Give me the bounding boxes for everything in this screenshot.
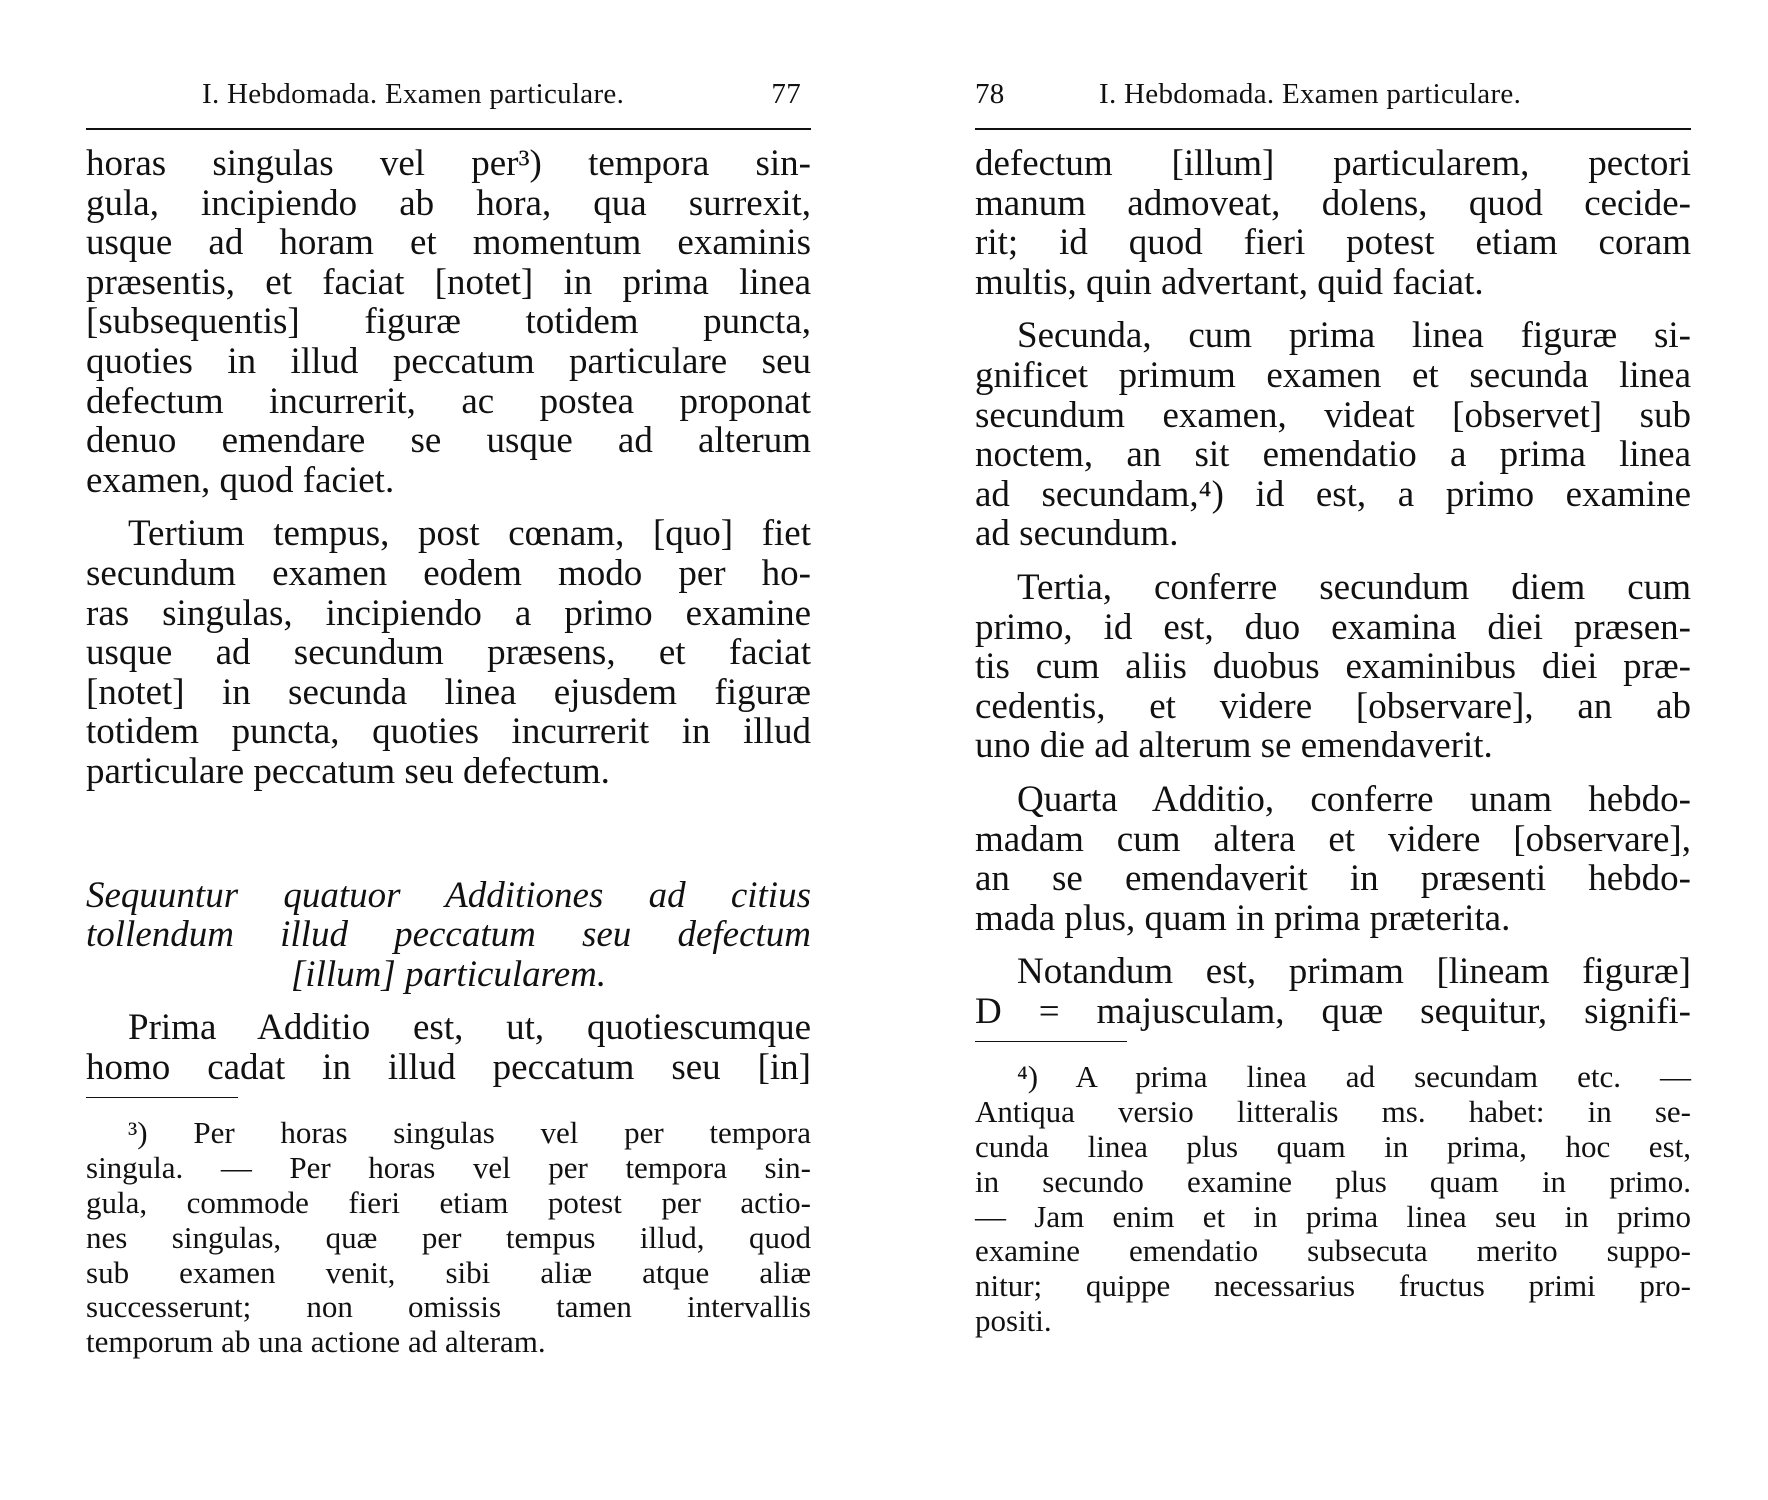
text-line: cedentis, et videre [observare], an ab	[975, 685, 1691, 727]
footnote-rule	[86, 1097, 238, 1098]
footnote-line: examine emendatio subsecuta merito suppo-	[975, 1233, 1691, 1269]
paragraph	[975, 144, 1691, 302]
text-line: Prima Additio est, ut, quotiescumque	[128, 1007, 811, 1049]
text-line: particulare peccatum seu defectum.	[86, 750, 610, 792]
text-line: usque ad secundum præsens, et faciat	[86, 632, 811, 674]
footnote-line: Antiqua versio litteralis ms. habet: in se-	[975, 1094, 1691, 1130]
text-line: uno die ad alterum se emendaverit.	[975, 725, 1493, 767]
footnote-line: positi.	[975, 1303, 1052, 1339]
text-line: primo, id est, duo examina diei præsen-	[975, 606, 1691, 648]
page-number: 77	[771, 78, 801, 110]
text-line: [notet] in secunda linea ejusdem figuræ	[86, 671, 811, 713]
running-head	[86, 78, 811, 118]
text-line: manum admoveat, dolens, quod cecide-	[975, 182, 1691, 224]
text-line: gula, incipiendo ab hora, qua surrexit,	[86, 182, 811, 224]
running-title: I. Hebdomada. Examen particulare.	[1099, 78, 1522, 110]
heading-line: Sequuntur quatuor Additiones ad citius	[86, 874, 811, 916]
footnote	[975, 1060, 1691, 1338]
footnote-line: gula, commode fieri etiam potest per actio-	[86, 1185, 811, 1221]
text-line: noctem, an sit emendatio a prima linea	[975, 434, 1691, 476]
text-line: præsentis, et faciat [notet] in prima linea	[86, 261, 811, 303]
footnote	[86, 1116, 811, 1360]
text-line: tis cum aliis duobus examinibus diei præ-	[975, 646, 1691, 688]
running-head	[975, 78, 1691, 118]
section-heading	[86, 876, 811, 995]
text-line: homo cadat in illud peccatum seu [in]	[86, 1046, 811, 1088]
text-line: an se emendaverit in præsenti hebdo-	[975, 858, 1691, 900]
footnote-line: singula. — Per horas vel per tempora sin-	[86, 1150, 811, 1186]
paragraph	[975, 952, 1691, 1031]
text-line: horas singulas vel per³) tempora sin-	[86, 143, 811, 184]
footnote-line: nes singulas, quæ per tempus illud, quod	[86, 1219, 811, 1255]
text-line: multis, quin advertant, quid faciat.	[975, 261, 1484, 303]
footnote-line: in secundo examine plus quam in primo.	[975, 1163, 1691, 1199]
text-line: madam cum altera et videre [observare],	[975, 818, 1691, 860]
header-rule	[975, 128, 1691, 130]
text-line: ad secundum.	[975, 513, 1179, 555]
text-line: Quarta Additio, conferre unam hebdo-	[1017, 778, 1691, 820]
footnote-line: temporum ab una actione ad alteram.	[86, 1324, 546, 1360]
page-body	[975, 144, 1691, 1339]
paragraph	[86, 514, 811, 791]
text-line: usque ad horam et momentum examinis	[86, 222, 811, 264]
paragraph	[86, 1008, 811, 1087]
text-line: Tertium tempus, post cœnam, [quo] fiet	[128, 513, 811, 555]
text-line: rit; id quod fieri potest etiam coram	[975, 222, 1691, 264]
text-line: secundum examen eodem modo per ho-	[86, 552, 811, 594]
text-line: [subsequentis] figuræ totidem puncta,	[86, 301, 811, 343]
header-rule	[86, 128, 811, 130]
text-line: defectum incurrerit, ac postea proponat	[86, 380, 811, 422]
text-line: ad secundam,⁴) id est, a primo examine	[975, 473, 1691, 515]
running-title: I. Hebdomada. Examen particulare.	[202, 78, 625, 110]
footnote-line: cunda linea plus quam in prima, hoc est,	[975, 1129, 1691, 1165]
paragraph	[975, 316, 1691, 554]
text-line: mada plus, quam in prima præterita.	[975, 897, 1511, 939]
footnote-line: sub examen venit, sibi aliæ atque aliæ	[86, 1254, 811, 1290]
text-line: denuo emendare se usque ad alterum	[86, 420, 811, 462]
text-line: Tertia, conferre secundum diem cum	[1017, 566, 1691, 608]
text-line: quoties in illud peccatum particulare seu	[86, 340, 811, 382]
text-line: D = majusculam, quæ sequitur, signifi-	[975, 990, 1691, 1032]
text-line: totidem puncta, quoties incurrerit in illud	[86, 711, 811, 753]
text-line: secundum examen, videat [observet] sub	[975, 394, 1691, 436]
text-line: gnificet primum examen et secunda linea	[975, 354, 1691, 396]
text-line: defectum [illum] particularem, pectori	[975, 143, 1691, 184]
footnote-line: ³) Per horas singulas vel per tempora	[128, 1115, 811, 1151]
text-line: Notandum est, primam [lineam figuræ]	[1017, 951, 1691, 993]
footnote-line: — Jam enim et in prima linea seu in primo	[975, 1198, 1691, 1234]
heading-line: [illum] particularem.	[290, 953, 607, 995]
footnote-rule	[975, 1041, 1127, 1042]
paragraph	[975, 780, 1691, 938]
paragraph	[86, 144, 811, 500]
footnote-line: nitur; quippe necessarius fructus primi pro-	[975, 1268, 1691, 1304]
text-line: examen, quod faciet.	[86, 459, 395, 501]
page-body	[86, 144, 811, 1360]
footnote-line: ⁴) A prima linea ad secundam etc. —	[1017, 1059, 1691, 1095]
footnote-line: successerunt; non omissis tamen intervallis	[86, 1289, 811, 1325]
text-line: ras singulas, incipiendo a primo examine	[86, 592, 811, 634]
text-line: Secunda, cum prima linea figuræ si-	[1017, 315, 1691, 357]
page-number: 78	[975, 78, 1005, 110]
heading-line: tollendum illud peccatum seu defectum	[86, 914, 811, 956]
paragraph	[975, 568, 1691, 766]
